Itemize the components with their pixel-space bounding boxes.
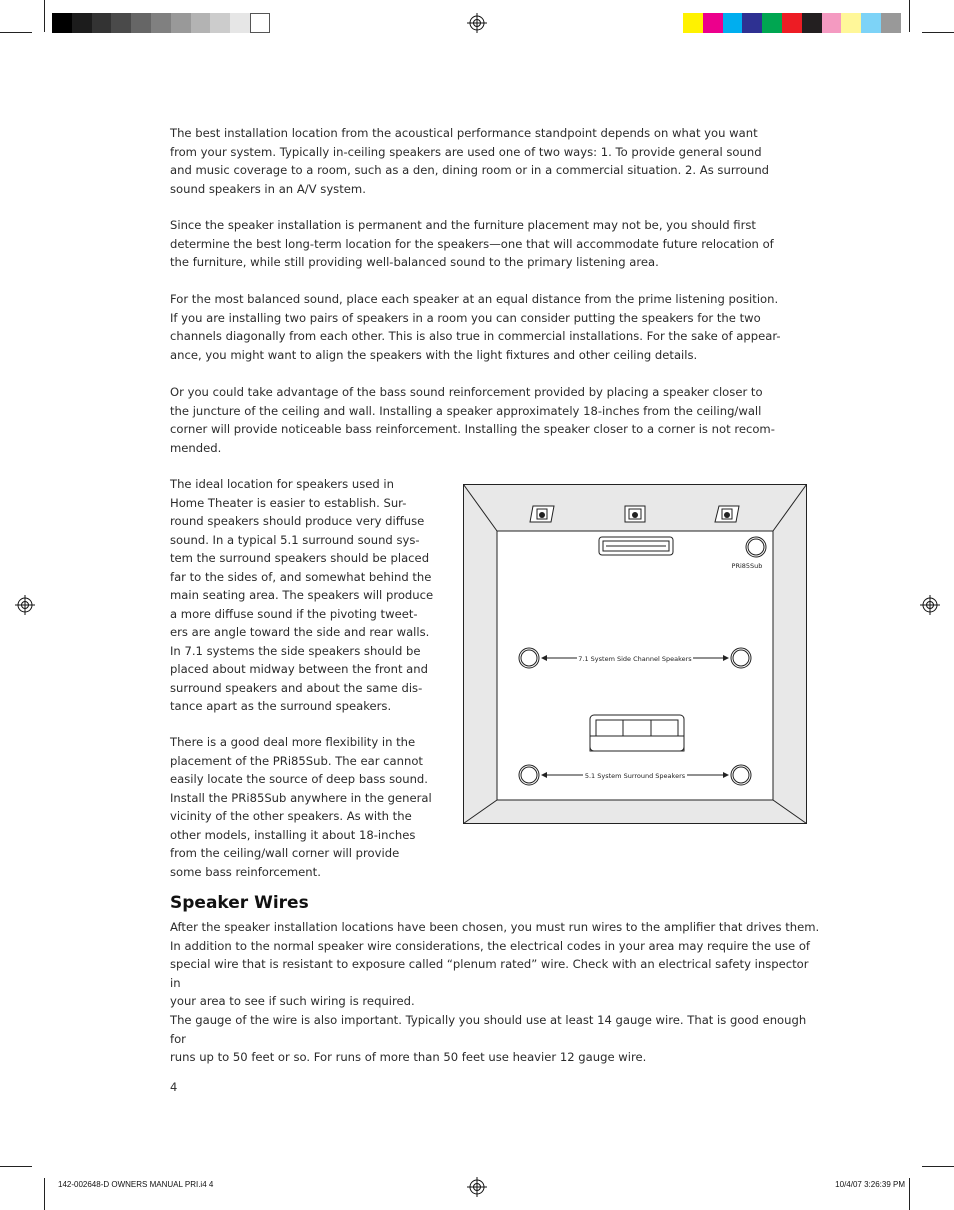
color-swatch [92,13,112,33]
side-right-speaker-icon [731,648,751,668]
color-swatch [52,13,72,33]
speaker-placement-diagram [463,484,807,824]
body-paragraph: Or you could take advantage of the bass sound reinforcement provided by placing a speaker closer to the juncture of the ceiling and wall. Installing a speaker approximately 18-inches from the ceiling/wall corner will provide noticeable bass reinforcement. Installing the speaker closer to a corner is not recom- mended. [170,385,775,455]
column-paragraph: There is a good deal more flexibility in the placement of the PRi85Sub. The ear cannot easily locate the source of deep bass sound. Install the PRi85Sub anywhere in the general vicinity of the other speakers. As with the other models, installing it about 18-inches from the ceiling/wall corner will provide some bass reinforcement. [170,735,432,879]
registration-mark-icon [467,1177,487,1197]
color-swatch [250,13,270,33]
color-swatch [841,13,861,33]
center-speaker-icon [625,506,645,522]
registration-mark-icon [920,595,940,615]
slug-left: 142-002648-D OWNERS MANUAL PRI.i4 4 [58,1180,214,1189]
color-swatch [861,13,881,33]
sofa-icon [590,715,684,751]
color-swatch [171,13,191,33]
surround-right-speaker-icon [731,765,751,785]
body-paragraph: The best installation location from the acoustical performance standpoint depends on what you want from your system. Typically in-ceiling speakers are used one of two ways: 1. To provide general sound and music coverage to a room, such as a den, dining room or in a commercial situation. 2. As surround sound speakers in an A/V system. [170,126,770,196]
page-number: 4 [170,1080,178,1094]
body-paragraph: The gauge of the wire is also important. Typically you should use at least 14 gauge wire. That is good enough for runs up to 50 feet or so. For runs of more than 50 feet use heavier 12 gauge wire. [170,1013,807,1064]
surround-speakers-label: 5.1 System Surround Speakers [584,772,686,780]
color-swatch [703,13,723,33]
color-swatch [151,13,171,33]
color-swatch [72,13,92,33]
color-swatch [131,13,151,33]
color-swatch [210,13,230,33]
section-heading: Speaker Wires [170,893,309,913]
color-swatch [230,13,250,33]
color-swatch [782,13,802,33]
crop-mark [909,1178,910,1210]
crop-mark [0,32,32,33]
side-left-speaker-icon [519,648,539,668]
color-swatch [822,13,842,33]
front-left-speaker-icon [530,506,554,522]
color-swatch [762,13,782,33]
color-swatch [111,13,131,33]
subwoofer-icon [746,537,766,557]
tv-console-icon [599,537,673,555]
column-paragraph: The ideal location for speakers used in Home Theater is easier to establish. Sur- round speakers should produce very diffuse sound. In a typical 5.1 surround sound sys- tem the surround speakers should be placed far to the sides of, and somewhat behind the main seating area. The speakers will produce a more diffuse sound if the pivoting tweet- ers are angle toward the side and rear walls. In 7.1 systems the side speakers should be placed about midway between the front and surround speakers and about the same dis- tance apart as the surround speakers. [170,477,434,713]
color-swatch [881,13,901,33]
registration-mark-icon [467,13,487,33]
body-paragraph: Since the speaker installation is permanent and the furniture placement may not be, you should first determine the best long-term location for the speakers—one that will accommodate future relocation of the furniture, while still providing well-balanced sound to the primary listening area. [170,218,774,269]
crop-mark [0,1166,32,1167]
color-swatch [683,13,703,33]
crop-mark [922,1166,954,1167]
crop-mark [44,0,45,32]
color-swatch [191,13,211,33]
surround-left-speaker-icon [519,765,539,785]
crop-mark [909,0,910,32]
registration-mark-icon [15,595,35,615]
slug-right: 10/4/07 3:26:39 PM [835,1180,905,1189]
body-paragraph: For the most balanced sound, place each speaker at an equal distance from the prime listening position. If you are installing two pairs of speakers in a room you can consider putting the speakers for the two channels diagonally from each other. This is also true in commercial installations. For the sake of appear- ance, you might want to align the speakers with the light fixtures and other ceiling details. [170,292,781,362]
front-right-speaker-icon [715,506,739,522]
subwoofer-label: PRi85Sub [731,562,763,570]
color-swatch [723,13,743,33]
body-paragraph: After the speaker installation locations have been chosen, you must run wires to the amplifier that drives them. In addition to the normal speaker wire considerations, the electrical codes in your area may require the use of special wire that is resistant to exposure called “plenum rated” wire. Check with an electrical safety inspector in your area to see if such wiring is required. [170,920,820,1008]
color-swatch [802,13,822,33]
side-speakers-label: 7.1 System Side Channel Speakers [578,655,692,663]
crop-mark [922,32,954,33]
crop-mark [44,1178,45,1210]
color-swatch [742,13,762,33]
